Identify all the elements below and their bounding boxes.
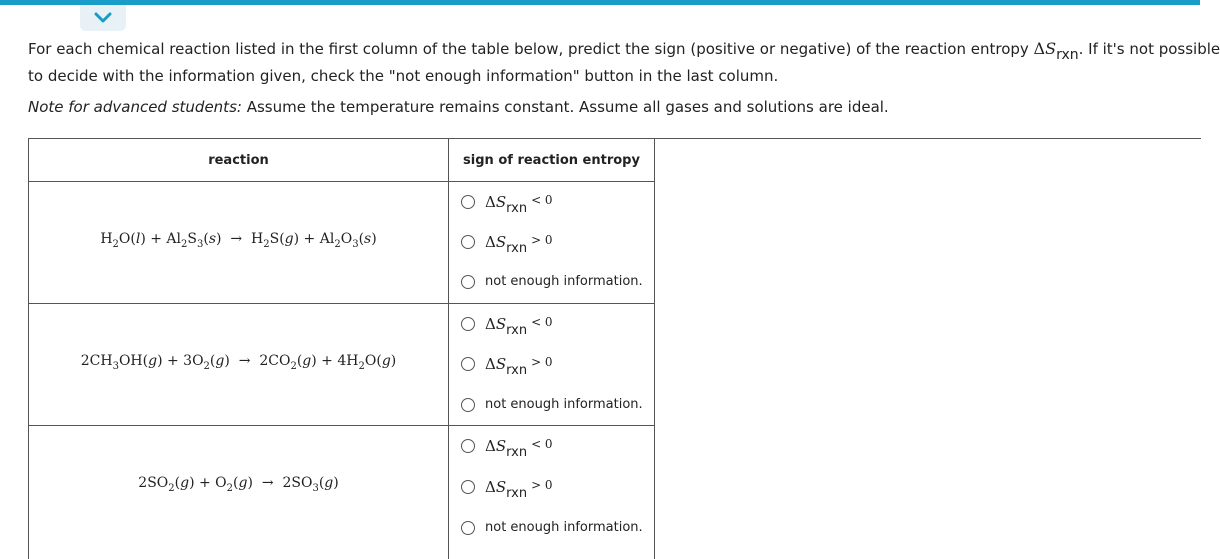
note-text: Assume the temperature remains constant. Assume all gases and solutions are ideal. bbox=[241, 98, 889, 116]
radio-button[interactable] bbox=[461, 480, 475, 494]
instructions-line-1 bbox=[28, 39, 1220, 63]
less-than-zero: < 0 bbox=[531, 437, 553, 451]
rxn-subscript: rxn bbox=[506, 486, 528, 501]
option-label bbox=[485, 193, 553, 216]
radio-button[interactable] bbox=[461, 521, 475, 535]
collapse-toggle[interactable] bbox=[80, 5, 126, 31]
chevron-down-icon bbox=[93, 11, 113, 25]
option-label bbox=[485, 478, 553, 501]
rxn-subscript: rxn bbox=[506, 445, 528, 460]
header-divider bbox=[29, 181, 655, 182]
radio-button[interactable] bbox=[461, 317, 475, 331]
option-label: not enough information. bbox=[485, 274, 643, 289]
greater-than-zero: > 0 bbox=[531, 355, 553, 369]
delta-glyph: Δ bbox=[485, 437, 496, 455]
reaction-equation-1: $H_2O(l) + Al_2S_3(s) \to H_2S(g) + Al_2O_3(s)$ bbox=[100, 231, 377, 250]
delta-glyph: Δ bbox=[485, 478, 496, 496]
s-glyph: S bbox=[495, 478, 507, 496]
column-header-reaction: reaction bbox=[208, 153, 269, 168]
instructions-text: For each chemical reaction listed in the first column of the table below, predict the sign (positive or negative) of the reaction entropy bbox=[28, 40, 1034, 58]
greater-than-zero: > 0 bbox=[531, 478, 553, 492]
option-label: not enough information. bbox=[485, 520, 643, 535]
rxn-subscript: rxn bbox=[506, 363, 528, 378]
s-glyph: S bbox=[495, 315, 507, 333]
radio-button[interactable] bbox=[461, 195, 475, 209]
option-label bbox=[485, 233, 553, 256]
row-divider bbox=[29, 303, 655, 304]
reaction-table bbox=[28, 138, 1201, 559]
less-than-zero: < 0 bbox=[531, 193, 553, 207]
s-glyph: S bbox=[1045, 39, 1057, 58]
delta-glyph: Δ bbox=[485, 355, 496, 373]
s-glyph: S bbox=[495, 233, 507, 251]
radio-button[interactable] bbox=[461, 235, 475, 249]
option-label bbox=[485, 315, 553, 338]
delta-glyph: Δ bbox=[485, 315, 496, 333]
greater-than-zero: > 0 bbox=[531, 233, 553, 247]
less-than-zero: < 0 bbox=[531, 315, 553, 329]
radio-button[interactable] bbox=[461, 398, 475, 412]
instructions-line-2: to decide with the information given, check the "not enough information" button in the last column. bbox=[28, 67, 779, 85]
s-glyph: S bbox=[495, 193, 507, 211]
option-label: not enough information. bbox=[485, 397, 643, 412]
note-label: Note for advanced students: bbox=[28, 98, 242, 116]
rxn-subscript: rxn bbox=[506, 201, 528, 216]
reaction-equation-2: $2CH_3OH(g) + 3O_2(g) \to 2CO_2(g) + 4H_2O(g)$ bbox=[80, 353, 397, 372]
delta-s-symbol bbox=[1034, 39, 1057, 58]
s-glyph: S bbox=[495, 437, 507, 455]
delta-glyph: Δ bbox=[1033, 39, 1046, 58]
delta-glyph: Δ bbox=[485, 233, 496, 251]
column-header-sign: sign of reaction entropy bbox=[463, 153, 640, 168]
radio-button[interactable] bbox=[461, 275, 475, 289]
top-accent-bar bbox=[0, 0, 1200, 5]
instructions-text-end: . If it's not possible bbox=[1078, 40, 1220, 58]
reaction-equation-3: $2SO_2(g) + O_2(g) \to 2SO_3(g)$ bbox=[138, 475, 339, 494]
s-glyph: S bbox=[495, 355, 507, 373]
rxn-subscript: rxn bbox=[506, 241, 528, 256]
option-label bbox=[485, 437, 553, 460]
advanced-note bbox=[28, 98, 889, 116]
delta-glyph: Δ bbox=[485, 193, 496, 211]
rxn-subscript: rxn bbox=[506, 323, 528, 338]
table-right-border bbox=[654, 139, 655, 559]
option-label bbox=[485, 355, 553, 378]
rxn-subscript: rxn bbox=[1056, 47, 1079, 63]
radio-button[interactable] bbox=[461, 439, 475, 453]
radio-button[interactable] bbox=[461, 357, 475, 371]
row-divider bbox=[29, 425, 655, 426]
column-divider bbox=[448, 139, 449, 559]
